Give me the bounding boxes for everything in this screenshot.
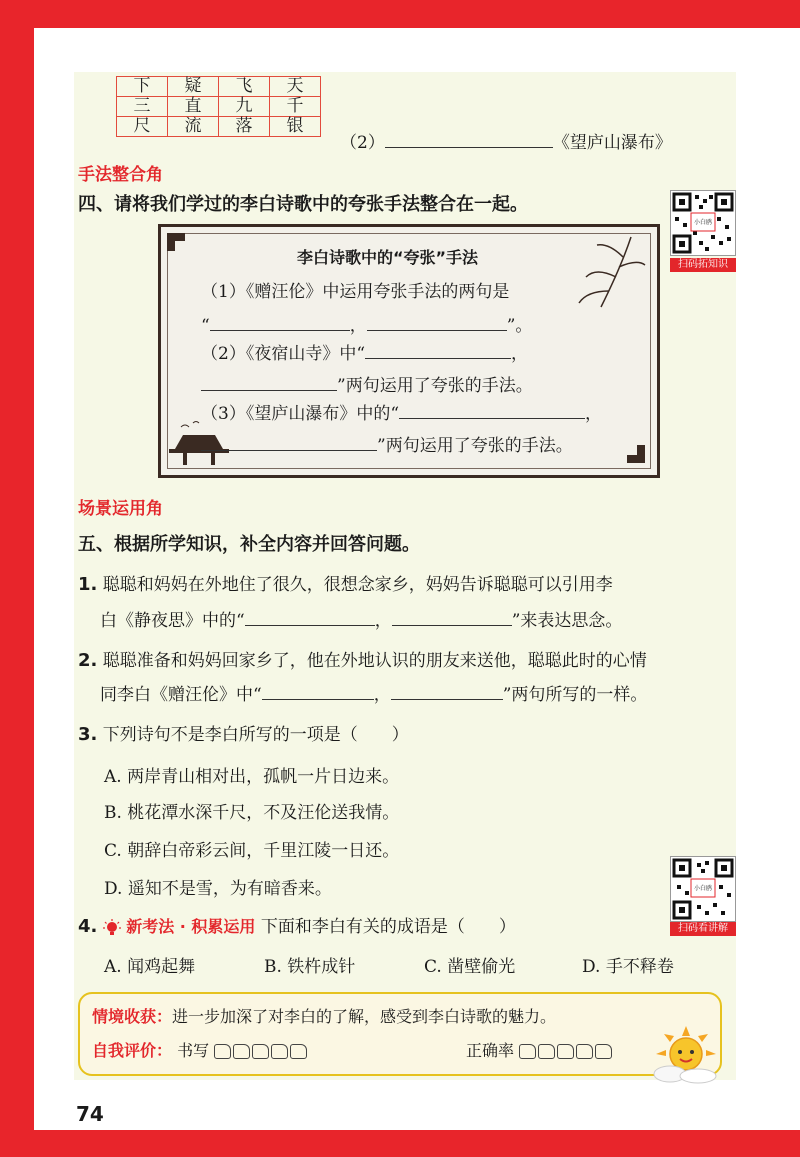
item-2-title: 《望庐山瀑布》 bbox=[552, 133, 672, 153]
answer-blank[interactable] bbox=[392, 607, 512, 626]
q2-suffix: ”两句所写的一样。 bbox=[502, 685, 648, 705]
qr-center-label: 小白鸥 bbox=[693, 885, 712, 892]
thumb-icon[interactable] bbox=[538, 1044, 555, 1059]
grid-row bbox=[117, 77, 321, 97]
line-suffix: ”两句运用了夸张的手法。 bbox=[377, 436, 573, 456]
summary-line-2 bbox=[92, 1038, 309, 1061]
comma: ， bbox=[373, 685, 391, 705]
q3-option-a[interactable]: A. 两岸青山相对出，孤帆一片日边来。 bbox=[104, 767, 400, 787]
grid-cell: 天 bbox=[270, 77, 321, 97]
line-prefix: （3）《望庐山瀑布》中的“ bbox=[201, 404, 400, 424]
comma: ， bbox=[511, 344, 529, 364]
answer-blank[interactable] bbox=[210, 312, 350, 331]
q4-option-b[interactable]: B. 铁杵成针 bbox=[264, 957, 356, 977]
accuracy-label: 正确率 bbox=[466, 1041, 515, 1060]
comma: ， bbox=[585, 404, 603, 424]
answer-blank[interactable] bbox=[201, 432, 377, 451]
grid-cell: 尺 bbox=[117, 117, 168, 137]
writing-rating[interactable] bbox=[214, 1041, 309, 1060]
answer-blank[interactable] bbox=[245, 607, 375, 626]
grid-cell: 飞 bbox=[219, 77, 270, 97]
section-heading-technique: 手法整合角 bbox=[78, 165, 163, 185]
comma: ， bbox=[349, 316, 367, 336]
page-number: 74 bbox=[76, 1102, 104, 1126]
question-four: 四、请将我们学过的李白诗歌中的夸张手法整合在一起。 bbox=[78, 194, 528, 215]
grid-cell: 九 bbox=[219, 97, 270, 117]
q3-text: 下列诗句不是李白所写的一项是（ ） bbox=[102, 725, 409, 745]
summary-label-eval: 自我评价： bbox=[92, 1041, 173, 1060]
thumb-icon[interactable] bbox=[557, 1044, 574, 1059]
q2-number: 2. bbox=[78, 650, 98, 671]
grid-cell: 下 bbox=[117, 77, 168, 97]
q4-text: 下面和李白有关的成语是（ ） bbox=[260, 917, 516, 937]
thumb-icon[interactable] bbox=[214, 1044, 231, 1059]
frame-line-2 bbox=[201, 311, 532, 336]
answer-blank[interactable] bbox=[367, 312, 507, 331]
grid-cell: 千 bbox=[270, 97, 321, 117]
thumb-icon[interactable] bbox=[576, 1044, 593, 1059]
grid-cell: 流 bbox=[168, 117, 219, 137]
accuracy-line bbox=[466, 1038, 614, 1061]
grid-cell: 疑 bbox=[168, 77, 219, 97]
q3-option-c[interactable]: C. 朝辞白帝彩云间，千里江陵一日还。 bbox=[104, 841, 400, 861]
q2-line-b bbox=[100, 680, 647, 705]
q4-tag: 新考法 · 积累运用 bbox=[126, 917, 256, 936]
q3-line bbox=[78, 720, 409, 745]
q1-line-b bbox=[100, 606, 622, 631]
qr-code-icon[interactable] bbox=[670, 190, 736, 256]
answer-blank[interactable] bbox=[262, 681, 374, 700]
summary-label-gain: 情境收获： bbox=[92, 1007, 173, 1026]
summary-line-1 bbox=[92, 1004, 556, 1027]
answer-blank[interactable] bbox=[399, 400, 585, 419]
qr-center-label: 小白鸥 bbox=[693, 219, 712, 226]
frame-line-6 bbox=[201, 431, 573, 456]
item-2-label: （2） bbox=[340, 133, 385, 153]
grid-cell: 三 bbox=[117, 97, 168, 117]
frame-line-3 bbox=[201, 339, 528, 364]
comma: ， bbox=[374, 611, 392, 631]
q1-line-a bbox=[78, 570, 613, 595]
character-grid bbox=[116, 76, 321, 137]
summary-text: 进一步加深了对李白的了解，感受到李白诗歌的魅力。 bbox=[172, 1007, 557, 1026]
q4-option-a[interactable]: A. 闻鸡起舞 bbox=[104, 957, 196, 977]
q4-option-c[interactable]: C. 凿壁偷光 bbox=[424, 957, 516, 977]
thumb-icon[interactable] bbox=[233, 1044, 250, 1059]
q2-text: 聪聪准备和妈妈回家乡了，他在外地认识的朋友来送他，聪聪此时的心情 bbox=[102, 651, 647, 671]
q4-line bbox=[78, 912, 516, 937]
question-five: 五、根据所学知识，补全内容并回答问题。 bbox=[78, 534, 420, 555]
line-prefix: （2）《夜宿山寺》中“ bbox=[201, 344, 366, 364]
answer-blank[interactable] bbox=[201, 372, 337, 391]
q1-text: 聪聪和妈妈在外地住了很久，很想念家乡，妈妈告诉聪聪可以引用李 bbox=[102, 575, 613, 595]
frame-line-4 bbox=[201, 371, 533, 396]
grid-cell: 银 bbox=[270, 117, 321, 137]
frame-title: 李白诗歌中的“夸张”手法 bbox=[297, 248, 479, 267]
thumb-icon[interactable] bbox=[595, 1044, 612, 1059]
quote-open: “ bbox=[201, 316, 210, 336]
q3-number: 3. bbox=[78, 724, 98, 745]
answer-blank[interactable] bbox=[391, 681, 503, 700]
section-heading-scenario: 场景运用角 bbox=[78, 499, 163, 519]
accuracy-rating[interactable] bbox=[519, 1041, 614, 1060]
q4-number: 4. bbox=[78, 916, 98, 937]
frame-line-5 bbox=[201, 399, 602, 424]
thumb-icon[interactable] bbox=[290, 1044, 307, 1059]
q1-suffix: ”来表达思念。 bbox=[511, 611, 623, 631]
q3-option-b[interactable]: B. 桃花潭水深千尺，不及汪伦送我情。 bbox=[104, 803, 400, 823]
thumb-icon[interactable] bbox=[271, 1044, 288, 1059]
qr-label: 扫码拓知识 bbox=[670, 258, 736, 272]
frame-line-1: （1）《赠汪伦》中运用夸张手法的两句是 bbox=[201, 282, 510, 302]
line-suffix: ”两句运用了夸张的手法。 bbox=[337, 376, 533, 396]
qr-label: 扫码看讲解 bbox=[670, 922, 736, 936]
item-2-line bbox=[340, 128, 672, 153]
grid-cell: 落 bbox=[219, 117, 270, 137]
q1-prefix: 白《静夜思》中的“ bbox=[100, 611, 245, 631]
technique-frame bbox=[158, 224, 660, 478]
q2-prefix: 同李白《赠汪伦》中“ bbox=[100, 685, 262, 705]
summary-box bbox=[78, 992, 722, 1076]
q1-number: 1. bbox=[78, 574, 98, 595]
sun-mascot-icon bbox=[650, 1024, 722, 1084]
grid-row bbox=[117, 97, 321, 117]
grid-cell: 直 bbox=[168, 97, 219, 117]
q2-line-a bbox=[78, 646, 647, 671]
quote-close: ”。 bbox=[506, 316, 533, 336]
lightbulb-icon bbox=[103, 919, 121, 937]
writing-label: 书写 bbox=[177, 1041, 210, 1060]
answer-blank[interactable] bbox=[365, 340, 511, 359]
grid-row bbox=[117, 117, 321, 137]
thumb-icon[interactable] bbox=[252, 1044, 269, 1059]
answer-blank[interactable] bbox=[385, 129, 553, 148]
qr-code-icon[interactable] bbox=[670, 856, 736, 922]
q4-option-d[interactable]: D. 手不释卷 bbox=[582, 957, 674, 977]
thumb-icon[interactable] bbox=[519, 1044, 536, 1059]
q3-option-d[interactable]: D. 遥知不是雪，为有暗香来。 bbox=[104, 879, 332, 899]
